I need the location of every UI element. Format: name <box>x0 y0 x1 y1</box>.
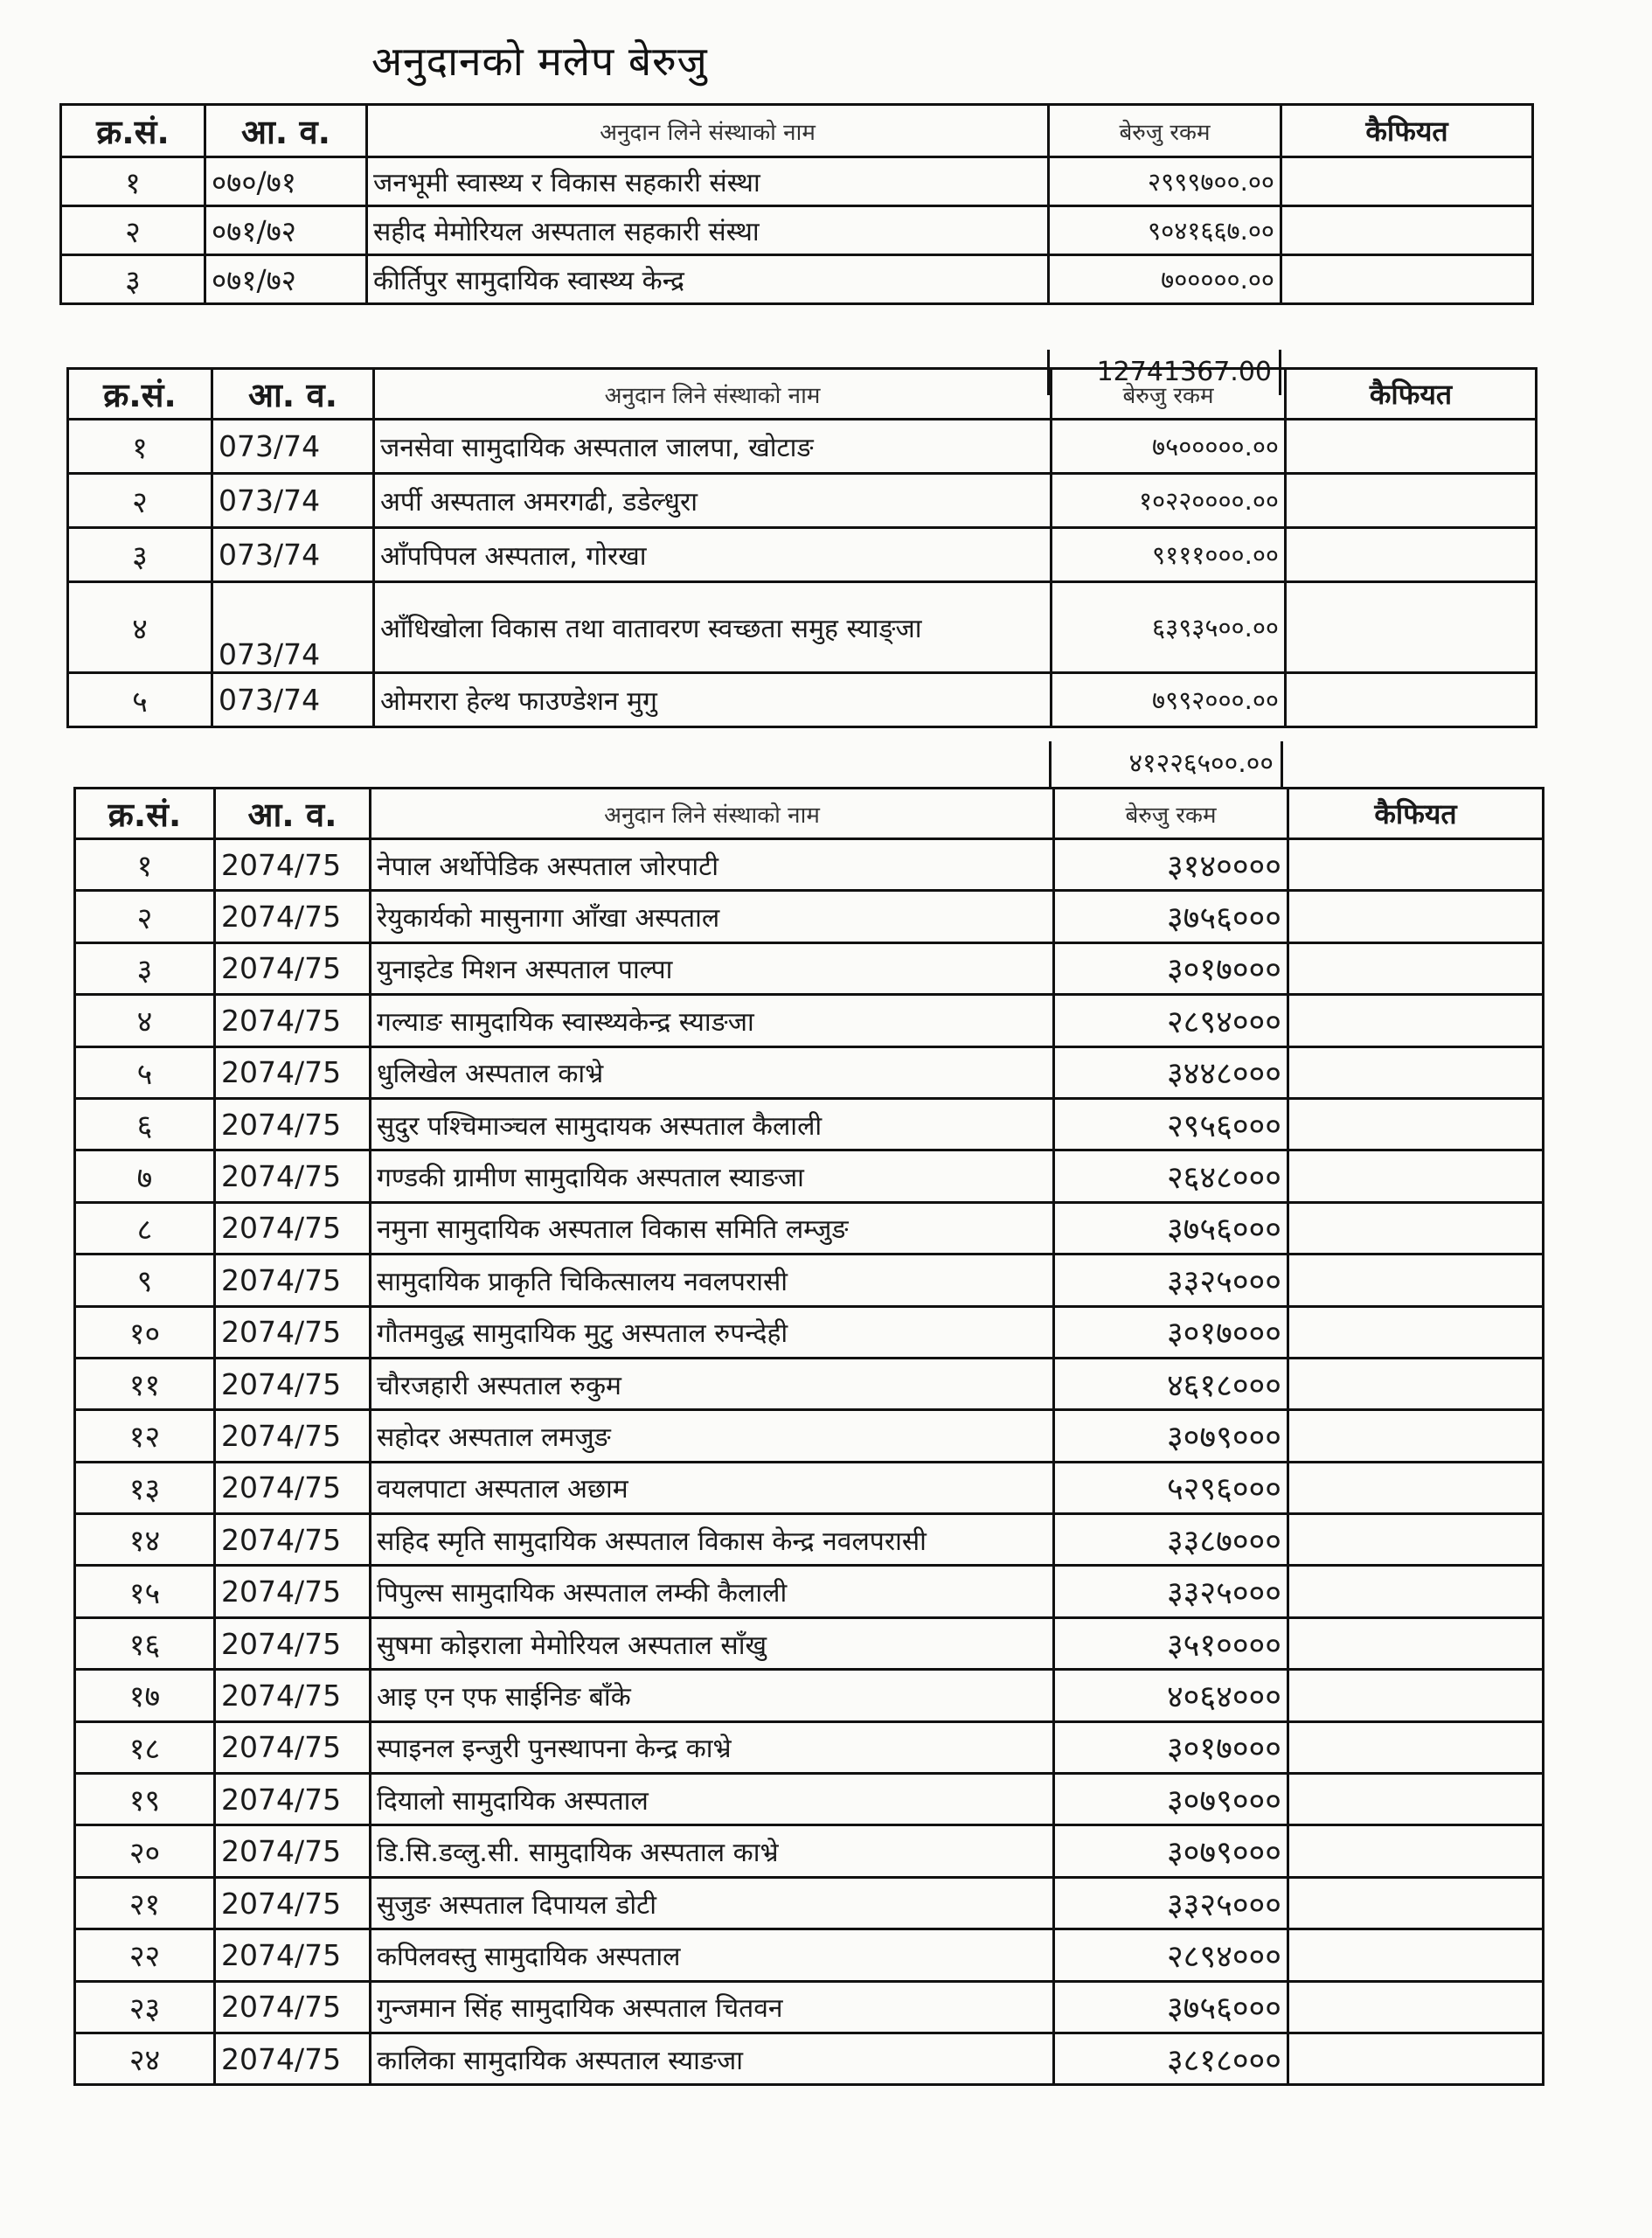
table-row <box>75 1929 1544 1981</box>
row-remarks <box>1281 255 1533 304</box>
row-amount: ३८१८००० <box>1054 2033 1288 2084</box>
table-row <box>68 474 1537 528</box>
row-institution-name: वयलपाटा अस्पताल अछाम <box>371 1462 1054 1513</box>
table-row <box>75 1462 1544 1513</box>
header-fiscal-year: आ. व. <box>215 789 371 839</box>
row-institution-name: धुलिखेल अस्पताल काभ्रे <box>371 1046 1054 1098</box>
header-sn: क्र.सं. <box>61 105 205 157</box>
row-fiscal-year: 2074/75 <box>215 1410 371 1462</box>
row-amount: २६४८००० <box>1054 1150 1288 1202</box>
row-amount: ३३२५००० <box>1054 1255 1288 1306</box>
row-institution-name: कपिलवस्तु सामुदायिक अस्पताल <box>371 1929 1054 1981</box>
row-institution-name: गल्याङ सामुदायिक स्वास्थ्यकेन्द्र स्याङजा <box>371 995 1054 1046</box>
table-row <box>61 206 1533 255</box>
row-remarks <box>1288 1306 1544 1358</box>
row-remarks <box>1286 673 1537 727</box>
table-row <box>75 1721 1544 1773</box>
row-remarks <box>1286 528 1537 582</box>
row-institution-name: अर्पी अस्पताल अमरगढी, डडेल्धुरा <box>374 474 1052 528</box>
row-sn: १८ <box>75 1721 215 1773</box>
row-sn: ५ <box>75 1046 215 1098</box>
row-fiscal-year: 2074/75 <box>215 1462 371 1513</box>
table-row <box>61 255 1533 304</box>
row-amount: ३०७९००० <box>1054 1410 1288 1462</box>
table-row <box>75 942 1544 994</box>
header-fiscal-year: आ. व. <box>212 369 374 420</box>
row-fiscal-year: 2074/75 <box>215 839 371 891</box>
row-institution-name: सहीद मेमोरियल अस्पताल सहकारी संस्था <box>367 206 1049 255</box>
row-sn: २ <box>61 206 205 255</box>
row-amount: ९१११०००.०० <box>1052 528 1286 582</box>
header-fiscal-year: आ. व. <box>205 105 367 157</box>
row-amount: ३३२५००० <box>1054 1566 1288 1617</box>
table-row <box>75 1774 1544 1825</box>
row-institution-name: सुदुर पश्चिमाञ्चल सामुदायक अस्पताल कैलाली <box>371 1098 1054 1150</box>
row-institution-name: जनभूमी स्वास्थ्य र विकास सहकारी संस्था <box>367 157 1049 206</box>
row-amount: २९९९७००.०० <box>1049 157 1281 206</box>
row-fiscal-year: 2074/75 <box>215 1098 371 1150</box>
row-sn: १९ <box>75 1774 215 1825</box>
table-row <box>75 2033 1544 2084</box>
row-institution-name: गण्डकी ग्रामीण सामुदायिक अस्पताल स्याङजा <box>371 1150 1054 1202</box>
row-fiscal-year: 2074/75 <box>215 1150 371 1202</box>
row-remarks <box>1288 1046 1544 1098</box>
header-amount: बेरुजु रकम <box>1052 369 1286 420</box>
row-sn: ६ <box>75 1098 215 1150</box>
row-fiscal-year: 2074/75 <box>215 1670 371 1721</box>
row-amount: ७५०००००.०० <box>1052 420 1286 474</box>
header-institution-name: अनुदान लिने संस्थाको नाम <box>374 369 1052 420</box>
table-row <box>75 1670 1544 1721</box>
row-amount: ३०१७००० <box>1054 1721 1288 1773</box>
row-fiscal-year: 2074/75 <box>215 1566 371 1617</box>
row-remarks <box>1281 206 1533 255</box>
table-row <box>61 157 1533 206</box>
row-institution-name: स्पाइनल इन्जुरी पुनस्थापना केन्द्र काभ्रे <box>371 1721 1054 1773</box>
row-remarks <box>1286 474 1537 528</box>
row-sn: ५ <box>68 673 212 727</box>
row-amount: ३०१७००० <box>1054 942 1288 994</box>
row-fiscal-year: 2074/75 <box>215 891 371 942</box>
row-fiscal-year: ०७०/७१ <box>205 157 367 206</box>
row-remarks <box>1288 1098 1544 1150</box>
header-remarks: कैफियत <box>1288 789 1544 839</box>
row-sn: १ <box>68 420 212 474</box>
table-row <box>75 995 1544 1046</box>
row-institution-name: सहिद स्मृति सामुदायिक अस्पताल विकास केन्द्र नवलपरासी <box>371 1514 1054 1566</box>
row-sn: १७ <box>75 1670 215 1721</box>
row-remarks <box>1288 839 1544 891</box>
table-row <box>75 891 1544 942</box>
row-amount: ४०६४००० <box>1054 1670 1288 1721</box>
row-sn: ४ <box>75 995 215 1046</box>
row-institution-name: चौरजहारी अस्पताल रुकुम <box>371 1358 1054 1409</box>
row-remarks <box>1288 2033 1544 2084</box>
row-amount: ३०१७००० <box>1054 1306 1288 1358</box>
row-fiscal-year: ०७१/७२ <box>205 255 367 304</box>
row-fiscal-year: ०७१/७२ <box>205 206 367 255</box>
row-institution-name: पिपुल्स सामुदायिक अस्पताल लम्की कैलाली <box>371 1566 1054 1617</box>
row-remarks <box>1288 1255 1544 1306</box>
row-institution-name: ओमरारा हेल्थ फाउण्डेशन मुगु <box>374 673 1052 727</box>
row-remarks <box>1288 891 1544 942</box>
table-row <box>68 420 1537 474</box>
row-institution-name: डि.सि.डव्लु.सी. सामुदायिक अस्पताल काभ्रे <box>371 1825 1054 1877</box>
row-sn: २१ <box>75 1877 215 1929</box>
table-1-total: 12741367.00 <box>1047 350 1281 395</box>
row-sn: १४ <box>75 1514 215 1566</box>
row-fiscal-year: 2074/75 <box>215 1046 371 1098</box>
row-sn: १३ <box>75 1462 215 1513</box>
row-sn: १५ <box>75 1566 215 1617</box>
row-amount: ९०४१६६७.०० <box>1049 206 1281 255</box>
table-row <box>75 1098 1544 1150</box>
row-fiscal-year: 2074/75 <box>215 1721 371 1773</box>
row-fiscal-year: 2074/75 <box>215 1929 371 1981</box>
row-remarks <box>1288 1566 1544 1617</box>
row-institution-name: गौतमवुद्ध सामुदायिक मुटु अस्पताल रुपन्देही <box>371 1306 1054 1358</box>
row-amount: १०२२००००.०० <box>1052 474 1286 528</box>
row-institution-name: सामुदायिक प्राकृति चिकित्सालय नवलपरासी <box>371 1255 1054 1306</box>
header-remarks: कैफियत <box>1281 105 1533 157</box>
row-institution-name: आँपपिपल अस्पताल, गोरखा <box>374 528 1052 582</box>
table-row <box>75 1981 1544 2033</box>
grant-table-2 <box>66 367 1537 728</box>
row-fiscal-year: 073/74 <box>212 582 374 673</box>
row-remarks <box>1288 1358 1544 1409</box>
row-remarks <box>1288 995 1544 1046</box>
row-fiscal-year: 2074/75 <box>215 1202 371 1254</box>
header-amount: बेरुजु रकम <box>1049 105 1281 157</box>
row-institution-name: गुन्जमान सिंह सामुदायिक अस्पताल चितवन <box>371 1981 1054 2033</box>
header-sn: क्र.सं. <box>75 789 215 839</box>
row-fiscal-year: 2074/75 <box>215 1514 371 1566</box>
row-fiscal-year: 2074/75 <box>215 942 371 994</box>
row-remarks <box>1288 1721 1544 1773</box>
row-remarks <box>1288 1514 1544 1566</box>
row-fiscal-year: 073/74 <box>212 420 374 474</box>
row-amount: २८९४००० <box>1054 995 1288 1046</box>
row-sn: ११ <box>75 1358 215 1409</box>
table-row <box>75 1358 1544 1409</box>
row-fiscal-year: 2074/75 <box>215 1255 371 1306</box>
row-fiscal-year: 2074/75 <box>215 1981 371 2033</box>
row-remarks <box>1288 1877 1544 1929</box>
row-amount: ३५१०००० <box>1054 1617 1288 1669</box>
row-remarks <box>1288 1670 1544 1721</box>
table-row <box>75 1306 1544 1358</box>
row-remarks <box>1288 1981 1544 2033</box>
row-amount: ४६१८००० <box>1054 1358 1288 1409</box>
table-row <box>75 839 1544 891</box>
table-2-total: ४१२२६५००.०० <box>1049 741 1283 787</box>
table-row <box>75 1202 1544 1254</box>
table-row <box>75 1410 1544 1462</box>
row-amount: ३३८७००० <box>1054 1514 1288 1566</box>
row-amount: ५२९६००० <box>1054 1462 1288 1513</box>
grant-table-1 <box>59 103 1534 305</box>
row-remarks <box>1288 1410 1544 1462</box>
row-amount: ३४४८००० <box>1054 1046 1288 1098</box>
table-row <box>68 528 1537 582</box>
row-remarks <box>1288 1825 1544 1877</box>
row-institution-name: आँधिखोला विकास तथा वातावरण स्वच्छता समुह स्याङ्जा <box>374 582 1052 673</box>
row-sn: २० <box>75 1825 215 1877</box>
row-sn: ९ <box>75 1255 215 1306</box>
row-institution-name: सहोदर अस्पताल लमजुङ <box>371 1410 1054 1462</box>
header-amount: बेरुजु रकम <box>1054 789 1288 839</box>
table-row <box>68 673 1537 727</box>
row-fiscal-year: 2074/75 <box>215 1358 371 1409</box>
table-row <box>68 582 1537 673</box>
row-sn: १ <box>75 839 215 891</box>
row-sn: २२ <box>75 1929 215 1981</box>
row-amount: ३३२५००० <box>1054 1877 1288 1929</box>
row-sn: ३ <box>68 528 212 582</box>
row-institution-name: नमुना सामुदायिक अस्पताल विकास समिति लम्जुङ <box>371 1202 1054 1254</box>
row-fiscal-year: 2074/75 <box>215 1774 371 1825</box>
row-remarks <box>1288 1202 1544 1254</box>
row-amount: ३७५६००० <box>1054 891 1288 942</box>
grant-table-3 <box>73 787 1544 2086</box>
row-institution-name: दियालो सामुदायिक अस्पताल <box>371 1774 1054 1825</box>
row-sn: ८ <box>75 1202 215 1254</box>
row-sn: ७ <box>75 1150 215 1202</box>
row-amount: २९५६००० <box>1054 1098 1288 1150</box>
row-sn: २ <box>75 891 215 942</box>
row-remarks <box>1286 582 1537 673</box>
table-row <box>75 1514 1544 1566</box>
row-amount: ३७५६००० <box>1054 1981 1288 2033</box>
table-row <box>75 1150 1544 1202</box>
row-fiscal-year: 2074/75 <box>215 1825 371 1877</box>
header-institution-name: अनुदान लिने संस्थाको नाम <box>367 105 1049 157</box>
row-remarks <box>1288 1617 1544 1669</box>
row-amount: २८९४००० <box>1054 1929 1288 1981</box>
row-institution-name: सुजुङ अस्पताल दिपायल डोटी <box>371 1877 1054 1929</box>
row-sn: १० <box>75 1306 215 1358</box>
row-sn: १६ <box>75 1617 215 1669</box>
table-row <box>75 1617 1544 1669</box>
page-title: अनुदानको मलेप बेरुजु <box>371 38 708 85</box>
row-remarks <box>1288 942 1544 994</box>
row-sn: २ <box>68 474 212 528</box>
row-institution-name: सुषमा कोइराला मेमोरियल अस्पताल साँखु <box>371 1617 1054 1669</box>
row-fiscal-year: 2074/75 <box>215 2033 371 2084</box>
row-fiscal-year: 2074/75 <box>215 1306 371 1358</box>
row-fiscal-year: 073/74 <box>212 673 374 727</box>
row-remarks <box>1286 420 1537 474</box>
table-row <box>75 1255 1544 1306</box>
row-remarks <box>1288 1462 1544 1513</box>
row-institution-name: रेयुकार्यको मासुनागा आँखा अस्पताल <box>371 891 1054 942</box>
row-amount: ३०७९००० <box>1054 1774 1288 1825</box>
header-institution-name: अनुदान लिने संस्थाको नाम <box>371 789 1054 839</box>
table-row <box>75 1046 1544 1098</box>
table-row <box>75 1825 1544 1877</box>
row-institution-name: नेपाल अर्थोपेडिक अस्पताल जोरपाटी <box>371 839 1054 891</box>
row-institution-name: युनाइटेड मिशन अस्पताल पाल्पा <box>371 942 1054 994</box>
row-fiscal-year: 073/74 <box>212 474 374 528</box>
row-fiscal-year: 2074/75 <box>215 1877 371 1929</box>
row-amount: ३०७९००० <box>1054 1825 1288 1877</box>
row-institution-name: कीर्तिपुर सामुदायिक स्वास्थ्य केन्द्र <box>367 255 1049 304</box>
table-row <box>75 1566 1544 1617</box>
row-amount: ७०००००.०० <box>1049 255 1281 304</box>
header-sn: क्र.सं. <box>68 369 212 420</box>
row-institution-name: आइ एन एफ साईनिङ बाँके <box>371 1670 1054 1721</box>
row-fiscal-year: 073/74 <box>212 528 374 582</box>
row-sn: ३ <box>61 255 205 304</box>
row-amount: ७९९२०००.०० <box>1052 673 1286 727</box>
row-institution-name: कालिका सामुदायिक अस्पताल स्याङजा <box>371 2033 1054 2084</box>
row-sn: १ <box>61 157 205 206</box>
row-remarks <box>1288 1774 1544 1825</box>
row-sn: ४ <box>68 582 212 673</box>
row-amount: ६३९३५००.०० <box>1052 582 1286 673</box>
table-row <box>75 1877 1544 1929</box>
row-institution-name: जनसेवा सामुदायिक अस्पताल जालपा, खोटाङ <box>374 420 1052 474</box>
row-remarks <box>1281 157 1533 206</box>
row-remarks <box>1288 1150 1544 1202</box>
row-amount: ३१४०००० <box>1054 839 1288 891</box>
row-remarks <box>1288 1929 1544 1981</box>
row-sn: ३ <box>75 942 215 994</box>
row-amount: ३७५६००० <box>1054 1202 1288 1254</box>
row-fiscal-year: 2074/75 <box>215 1617 371 1669</box>
row-sn: २३ <box>75 1981 215 2033</box>
row-sn: १२ <box>75 1410 215 1462</box>
row-sn: २४ <box>75 2033 215 2084</box>
row-fiscal-year: 2074/75 <box>215 995 371 1046</box>
header-remarks: कैफियत <box>1286 369 1537 420</box>
